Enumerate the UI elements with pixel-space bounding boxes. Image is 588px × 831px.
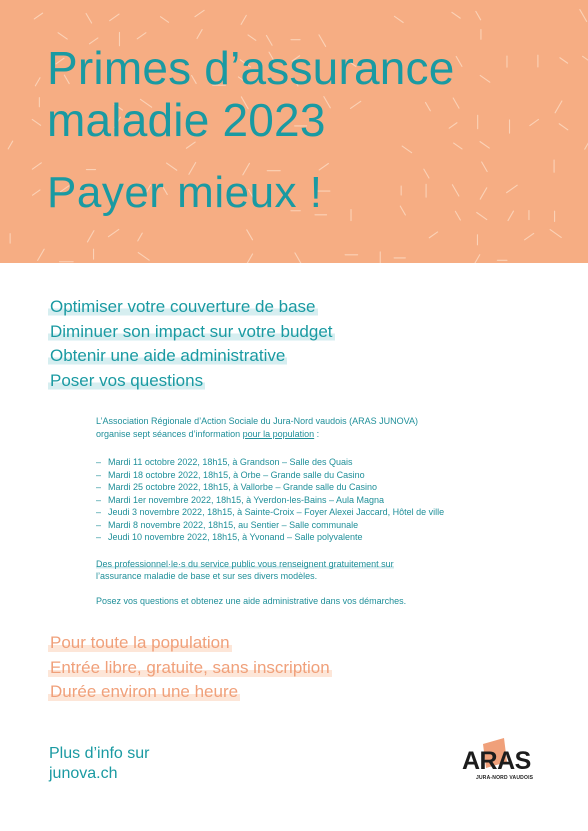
pattern-dash bbox=[138, 253, 149, 261]
pattern-dash bbox=[550, 230, 561, 238]
pattern-dash bbox=[38, 249, 44, 260]
pattern-dash bbox=[110, 14, 119, 21]
event-text: Mardi 1er novembre 2022, 18h15, à Yverdon-les-Bains – Aula Magna bbox=[108, 494, 385, 505]
more-info-label: Plus d’info sur bbox=[49, 745, 150, 762]
intro-paragraph bbox=[96, 415, 516, 440]
pattern-dash bbox=[530, 119, 539, 125]
pattern-dash bbox=[195, 10, 204, 16]
pattern-dash bbox=[247, 230, 253, 240]
pattern-dash bbox=[507, 185, 518, 192]
event-text: Mardi 18 octobre 2022, 18h15, à Orbe – Grande salle du Casino bbox=[108, 469, 365, 480]
logo-subtitle: JURA-NORD VAUDOIS bbox=[476, 775, 534, 781]
pattern-dash bbox=[452, 185, 459, 196]
info-list bbox=[48, 633, 332, 707]
pattern-dash bbox=[87, 231, 94, 242]
info-item: Durée environ une heure bbox=[50, 682, 239, 702]
pattern-dash bbox=[35, 78, 40, 86]
pattern-dash bbox=[58, 33, 67, 39]
event-list bbox=[96, 456, 516, 544]
pattern-dash bbox=[86, 13, 92, 23]
pattern-dash bbox=[400, 206, 405, 215]
intro-line-2-suffix: : bbox=[314, 428, 320, 439]
topic-list bbox=[48, 297, 335, 395]
pattern-dash bbox=[108, 229, 118, 236]
pattern-dash bbox=[555, 101, 562, 113]
pattern-dash bbox=[424, 169, 429, 178]
pattern-dash bbox=[480, 75, 490, 82]
intro-line-1: L’Association Régionale d’Action Sociale du Jura-Nord vaudois (ARAS JUNOVA) bbox=[96, 416, 418, 426]
event-text: Jeudi 10 novembre 2022, 18h15, à Yvonand – Salle polyvalente bbox=[108, 532, 363, 542]
pattern-dash bbox=[295, 253, 301, 263]
topic-item: Optimiser votre couverture de base bbox=[50, 297, 316, 316]
title-line-1: Primes d’assurance bbox=[47, 42, 455, 94]
hero-banner bbox=[0, 0, 588, 263]
intro-line-2-prefix: organise sept séances d’information bbox=[96, 428, 243, 439]
pattern-dash bbox=[32, 163, 41, 169]
pattern-dash bbox=[429, 232, 437, 238]
event-text: Mardi 11 octobre 2022, 18h15, à Grandson – Salle des Quais bbox=[108, 457, 353, 467]
pattern-dash bbox=[477, 212, 487, 219]
pattern-dash bbox=[560, 58, 568, 63]
pattern-dash bbox=[455, 211, 460, 220]
ask-paragraph: Posez vos questions et obtenez une aide administrative dans vos démarches. bbox=[96, 595, 407, 606]
professionals-line-1: Des professionnel·le·s du service public vous renseignent gratuitement sur bbox=[96, 558, 394, 569]
body-text bbox=[96, 415, 516, 607]
professionals-paragraph bbox=[96, 558, 516, 583]
pattern-dash bbox=[452, 12, 460, 18]
page-title bbox=[47, 42, 455, 146]
pattern-dash bbox=[480, 188, 487, 199]
page-subtitle: Payer mieux ! bbox=[47, 168, 323, 217]
info-item: Pour toute la population bbox=[50, 633, 230, 652]
aras-logo bbox=[458, 738, 544, 788]
topic-item: Obtenir une aide administrative bbox=[50, 346, 286, 366]
pattern-dash bbox=[394, 16, 403, 22]
pattern-dash bbox=[583, 56, 588, 63]
title-line-2: maladie 2023 bbox=[47, 94, 326, 146]
population-link: pour la population bbox=[242, 428, 315, 439]
pattern-dash bbox=[559, 124, 568, 130]
pattern-dash bbox=[248, 35, 256, 40]
pattern-dash bbox=[482, 162, 487, 172]
pattern-dash bbox=[34, 13, 42, 19]
website-link[interactable]: junova.ch bbox=[49, 765, 118, 782]
pattern-dash bbox=[580, 10, 587, 22]
topic-item: Poser vos questions bbox=[50, 370, 204, 390]
pattern-dash bbox=[456, 56, 462, 66]
pattern-dash bbox=[454, 143, 462, 149]
event-item: – Mardi 8 novembre 2022, 18h15, au Sentier – Salle communale bbox=[96, 519, 359, 530]
pattern-dash bbox=[525, 233, 534, 239]
pattern-dash bbox=[197, 30, 202, 39]
event-item: – Jeudi 3 novembre 2022, 18h15, à Sainte-Croix – Foyer Alexei Jaccard, Hôtel de ville bbox=[96, 507, 445, 517]
event-item: – Mardi 25 octobre 2022, 18h15, à Vallorbe – Grande salle du Casino bbox=[96, 482, 378, 492]
topic-item: Diminuer son impact sur votre budget bbox=[50, 321, 333, 341]
pattern-dash bbox=[246, 254, 252, 263]
event-item: – Mardi 18 octobre 2022, 18h15, à Orbe – Grande salle du Casino bbox=[96, 469, 365, 480]
pattern-dash bbox=[33, 190, 40, 195]
pattern-dash bbox=[137, 33, 146, 39]
pattern-dash bbox=[241, 15, 246, 24]
pattern-dash bbox=[160, 17, 168, 23]
pattern-dash bbox=[8, 141, 13, 149]
pattern-dash bbox=[508, 211, 513, 221]
info-item: Entrée libre, gratuite, sans inscription bbox=[50, 657, 330, 677]
pattern-dash bbox=[138, 233, 143, 241]
event-text: Jeudi 3 novembre 2022, 18h15, à Sainte-Croix – Foyer Alexei Jaccard, Hôtel de ville bbox=[108, 507, 445, 517]
pattern-dash bbox=[32, 119, 40, 125]
event-item: – Jeudi 10 novembre 2022, 18h15, à Yvonand – Salle polyvalente bbox=[96, 532, 363, 542]
more-info bbox=[49, 744, 150, 784]
pattern-dash bbox=[402, 146, 411, 153]
professionals-line-2: l’assurance maladie de base et sur ses divers modèles. bbox=[96, 571, 318, 581]
event-text: Mardi 25 octobre 2022, 18h15, à Vallorbe – Grande salle du Casino bbox=[108, 482, 378, 492]
pattern-dash bbox=[473, 255, 480, 263]
pattern-dash bbox=[476, 11, 481, 19]
logo-text: ARAS bbox=[462, 747, 531, 775]
event-item: – Mardi 11 octobre 2022, 18h15, à Grandson – Salle des Quais bbox=[96, 457, 353, 467]
pattern-dash bbox=[480, 142, 489, 148]
event-item: – Mardi 1er novembre 2022, 18h15, à Yverdon-les-Bains – Aula Magna bbox=[96, 494, 385, 505]
event-text: Mardi 8 novembre 2022, 18h15, au Sentier – Salle communale bbox=[108, 519, 359, 530]
